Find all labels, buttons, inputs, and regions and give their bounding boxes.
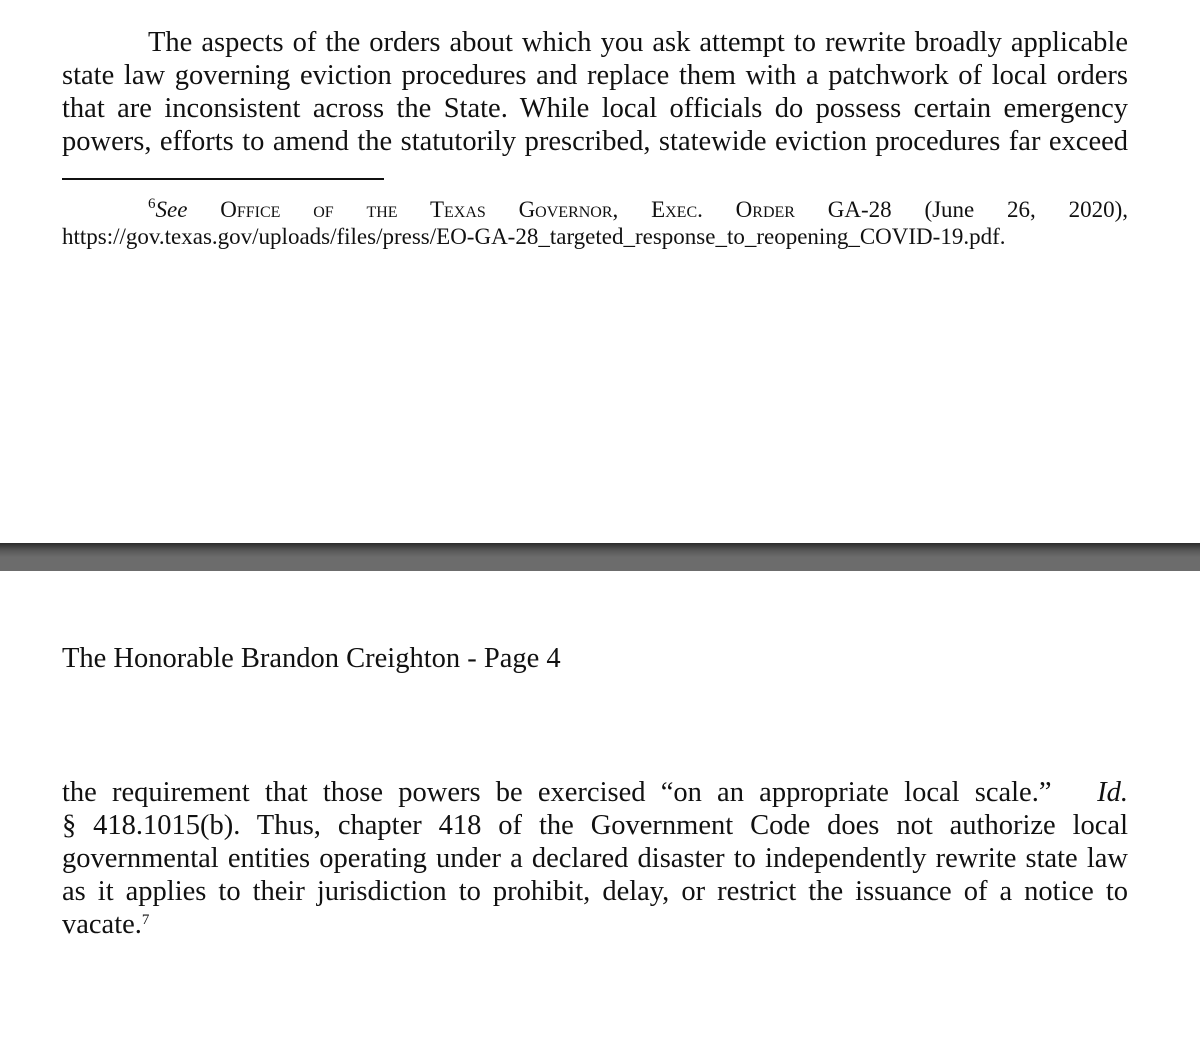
paragraph-chapter-418 — [62, 776, 1128, 941]
paragraph-line: that are inconsistent across the State. While local officials do possess certain emergency — [62, 93, 1128, 124]
footnote-source: Office of the Texas Governor, Exec. Order — [220, 197, 795, 222]
paragraph-line: governmental entities operating under a declared disaster to independently rewrite state law — [62, 843, 1128, 874]
footnote-6 — [62, 196, 1128, 250]
footnote-order: GA-28 (June 26, 2020), — [827, 197, 1129, 222]
footnote-marker-7: 7 — [141, 912, 150, 928]
footnote-divider — [62, 178, 384, 180]
footnote-url: https://gov.texas.gov/uploads/files/press/EO-GA-28_targeted_response_to_reopening_COVID-19.pdf. — [62, 224, 1006, 249]
paragraph-eviction-orders — [62, 26, 1128, 158]
footnote-signal: See — [155, 197, 188, 222]
page-header: The Honorable Brandon Creighton - Page 4 — [62, 643, 561, 674]
footnote-marker: 6 — [148, 196, 156, 212]
paragraph-line: vacate.$^7$ — [62, 909, 150, 940]
page-separator — [0, 543, 1200, 571]
paragraph-line: powers, efforts to amend the statutorily prescribed, statewide eviction procedures far exceed — [62, 126, 1128, 157]
footnote-line — [62, 196, 1128, 223]
citation-id: Id. — [1097, 777, 1128, 808]
paragraph-line: state law governing eviction procedures and replace them with a patchwork of local orders — [62, 60, 1128, 91]
paragraph-line: the requirement that those powers be exercised “on an appropriate local scale.” Id. — [62, 777, 1128, 808]
paragraph-line: The aspects of the orders about which you ask attempt to rewrite broadly applicable — [148, 27, 1128, 58]
paragraph-line: § 418.1015(b). Thus, chapter 418 of the Government Code does not authorize local — [62, 810, 1128, 841]
paragraph-line: as it applies to their jurisdiction to prohibit, delay, or restrict the issuance of a notice to — [62, 876, 1128, 907]
